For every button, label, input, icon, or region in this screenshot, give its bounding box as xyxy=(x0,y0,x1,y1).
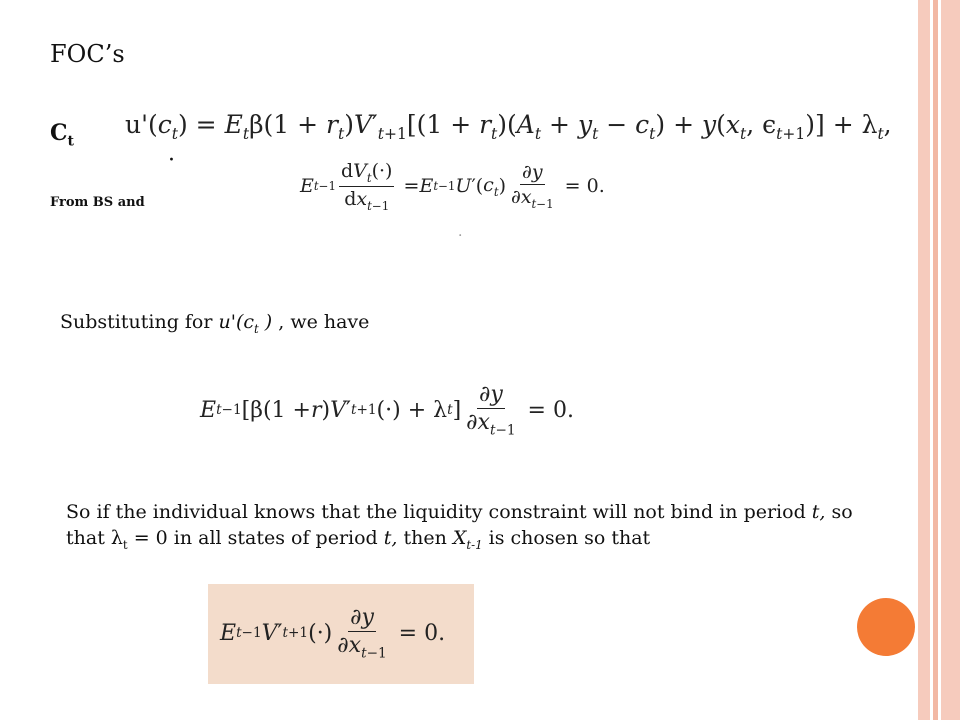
side-stripe xyxy=(941,0,960,720)
substituted-equation: E t−1 [β(1 + r ) V ′ t+1 (·) + λ t ] $\frac{\partial y}{\partial x_{t-1}}$ = 0. xyxy=(200,382,574,439)
unconstrained-equation: E t−1 V ′ t+1 (·) $\frac{\partial y}{\partial x_{t-1}}$ = 0. xyxy=(220,605,446,662)
substitution-line: Substituting for $u'(c_t$ ) , we have xyxy=(60,311,370,336)
foc-savings-equation: E t−1 $\frac{dV_t(\cdot)}{dx_{t-1}}$ = E t−1 U ′( $c_t$ ) $\frac{\partial y}{\partial x_{t-1}}$ = 0. xyxy=(300,160,605,213)
from-bs-label: From BS and xyxy=(50,195,145,210)
stray-dot: · xyxy=(168,148,175,173)
decorative-circle xyxy=(857,598,915,656)
liquidity-paragraph: So if the individual knows that the liquidity constraint will not bind in period t, so that $\lambda_t = 0$ in all states of period t, then $X_{t-1}$ is chosen so that xyxy=(66,501,853,552)
ct-label: $C_t$ xyxy=(50,120,74,150)
slide-title: FOC’s xyxy=(50,40,125,68)
stray-dot: · xyxy=(458,228,463,244)
foc-consumption-equation: $u'(c_t) = E_t\beta(1 + r_t)V'_{t+1}[(1 + r_t)(A_t + y_t - c_t) + y(x_t$, $\epsilon_{t+1})] + \lambda_t$, xyxy=(125,110,892,143)
side-stripe xyxy=(918,0,930,720)
